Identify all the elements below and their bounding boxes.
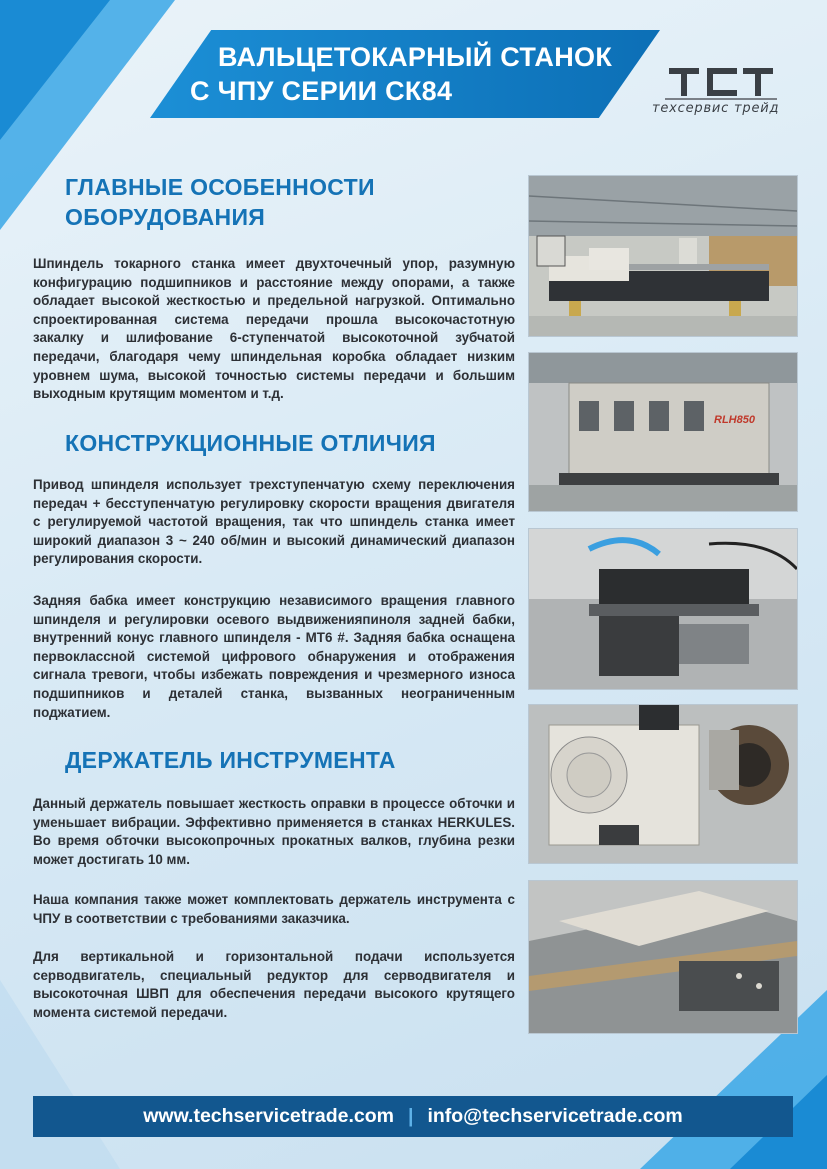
photo-tool-post <box>528 528 798 690</box>
footer-separator: | <box>407 1105 414 1127</box>
heading-line-2: ОБОРУДОВАНИЯ <box>65 204 266 230</box>
photo-rlh850-machine <box>528 352 798 512</box>
title-line-1: ВАЛЬЦЕТОКАРНЫЙ СТАНОК <box>218 42 613 72</box>
photo-tailstock <box>528 704 798 864</box>
section-heading-tool-holder: ДЕРЖАТЕЛЬ ИНСТРУМЕНТА <box>65 747 396 773</box>
tool-holder-paragraph-1: Данный держатель повышает жесткость оправки в процессе обточки и уменьшает вибрации. Эффективно применяется в станках HERKULES. Во время обточки высокопрочных прокатных валков, глубина резки может достигать 10 мм. <box>33 796 515 867</box>
design-paragraph-2: Задняя бабка имеет конструкцию независимого вращения главного шпинделя и регулировки осевого выдвиженияпиноля задней бабки, внутренний конус главного шпинделя - МТ6 #. Задняя бабка оснащена первоклассной системой цифрового обнаружения и отображения сигнала тревоги, чтобы избежать повреждения и чрезмерного износа подшипников и деталей станка, вызванных неограниченным поджатием. <box>33 593 515 720</box>
machine-model-label: RLH850 <box>714 414 755 426</box>
title-line-2: С ЧПУ СЕРИИ СК84 <box>190 76 453 106</box>
logo-subtitle: техсервис трейд <box>652 101 780 116</box>
photo-lathe-workshop <box>528 175 798 337</box>
design-paragraph-1: Привод шпинделя использует трехступенчатую схему переключения передач + бесступенчатую регулировку скорости вращения двигателя с регулируемой частотой вращения, так что шпиндель станка имеет широкий диапазон 3 ~ 240 об/мин и высокий динамический диапазон регулирования скорости. <box>33 477 515 567</box>
page-title <box>190 40 612 108</box>
heading-line-1: ГЛАВНЫЕ ОСОБЕННОСТИ <box>65 174 375 200</box>
tool-holder-paragraph-3: Для вертикальной и горизонтальной подачи используется серводвигатель, специальный редуктор для серводвигателя и высокоточная ШВП для обеспечения передачи высокого крутящего момента системой передачи. <box>33 949 515 1020</box>
footer-contact-bar <box>33 1096 793 1137</box>
tool-holder-paragraph-2: Наша компания также может комплектовать держатель инструмента с ЧПУ в соответствии с требованиями заказчика. <box>33 892 515 926</box>
website-link[interactable]: www.techservicetrade.com <box>143 1105 394 1127</box>
email-link[interactable]: info@techservicetrade.com <box>427 1105 683 1127</box>
photo-cross-slide <box>528 880 798 1034</box>
logo-mark: ТСТ <box>705 90 707 91</box>
features-paragraph: Шпиндель токарного станка имеет двухточечный упор, разумную конфигурацию подшипников и расстояние между опорами, а также обладает высокой жесткостью и предельной нагрузкой. Оптимально спроектированная система передачи прошла высокочастотную закалку и шлифование 6-ступенчатой высокоточной зубчатой передачи, благодаря чему шпиндельная коробка обладает низким уровнем шума, высокой точностью системы передачи и большим выходным крутящим моментом и т.д. <box>33 256 515 402</box>
section-heading-features <box>65 172 375 232</box>
section-heading-design: КОНСТРУКЦИОННЫЕ ОТЛИЧИЯ <box>65 430 436 456</box>
